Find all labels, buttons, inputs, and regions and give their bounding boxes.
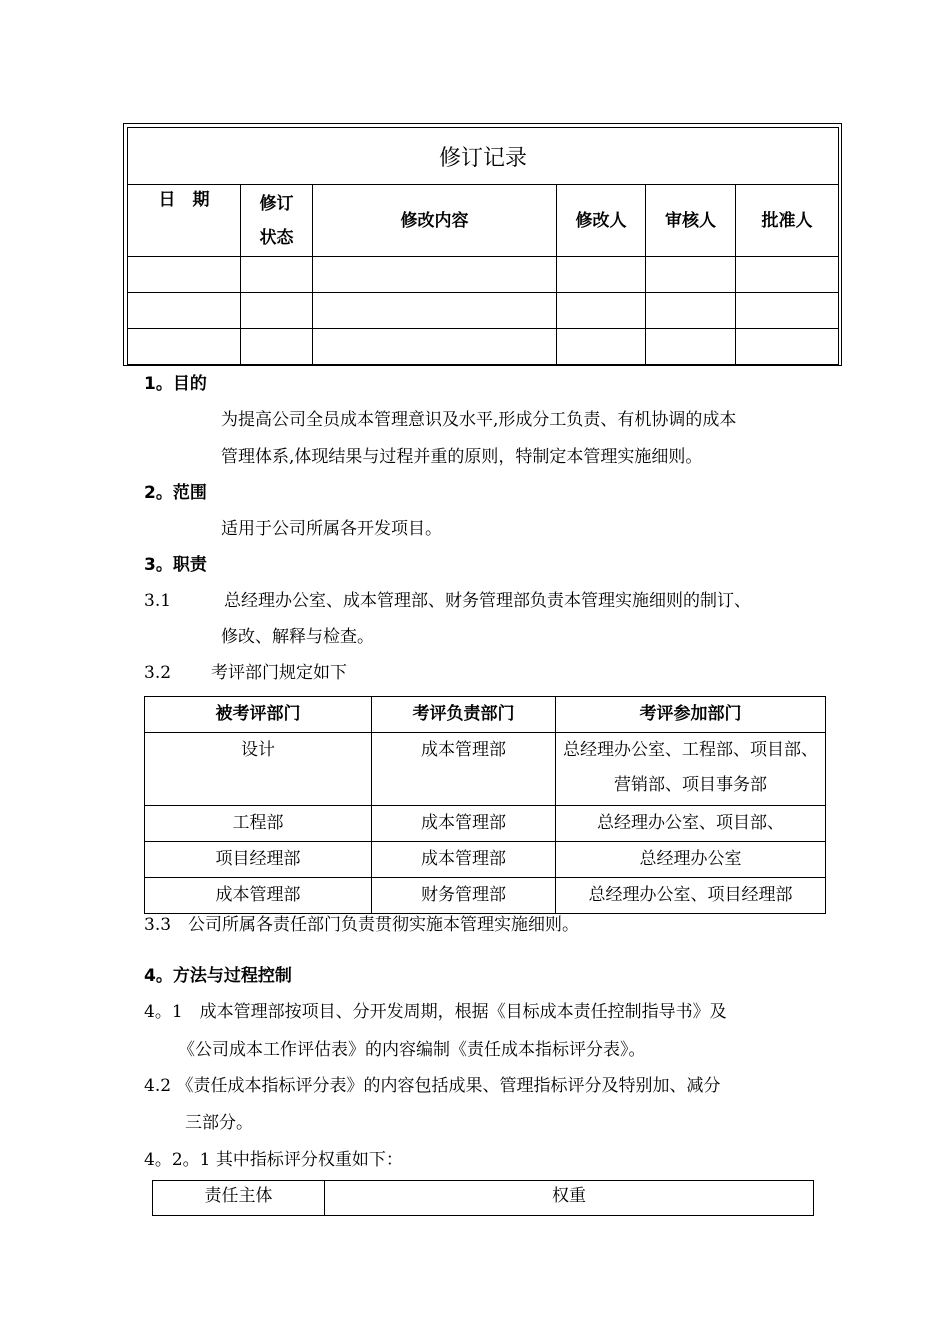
table-cell: 总经理办公室 bbox=[556, 842, 826, 878]
item-3-2-text: 考评部门规定如下 bbox=[211, 663, 347, 683]
table-row bbox=[145, 878, 826, 914]
table-cell: 成本管理部 bbox=[372, 806, 556, 842]
table-cell: 成本管理部 bbox=[145, 878, 372, 914]
table-cell: 成本管理部 bbox=[372, 733, 556, 806]
eval-header-participating: 考评参加部门 bbox=[556, 697, 826, 733]
eval-header-responsible: 考评负责部门 bbox=[372, 697, 556, 733]
weight-header-weight: 权重 bbox=[325, 1181, 814, 1216]
item-4-1-line1: 4。1 成本管理部按项目、分开发周期，根据《目标成本责任控制指导书》及 bbox=[144, 1002, 727, 1022]
section-1-para-line2: 管理体系,体现结果与过程并重的原则，特制定本管理实施细则。 bbox=[221, 447, 703, 467]
section-2-heading: 2。范围 bbox=[144, 483, 207, 503]
table-cell: 设计 bbox=[145, 733, 372, 806]
section-2-para: 适用于公司所属各开发项目。 bbox=[221, 519, 442, 539]
item-4-1-line2: 《公司成本工作评估表》的内容编制《责任成本指标评分表》。 bbox=[178, 1040, 646, 1060]
item-3-1-line1: 总经理办公室、成本管理部、财务管理部负责本管理实施细则的制订、 bbox=[224, 591, 751, 611]
revision-record-table bbox=[127, 127, 839, 365]
item-4-2-line2: 三部分。 bbox=[185, 1113, 253, 1133]
revision-record-title: 修订记录 bbox=[128, 128, 839, 185]
section-3-heading: 3。职责 bbox=[144, 555, 207, 575]
section-4-heading: 4。方法与过程控制 bbox=[144, 966, 292, 986]
header-date: 日 期 bbox=[128, 185, 241, 257]
table-cell: 总经理办公室、项目部、 bbox=[556, 806, 826, 842]
eval-header-evaluated: 被考评部门 bbox=[145, 697, 372, 733]
header-modifier: 修改人 bbox=[557, 185, 646, 257]
item-4-2-line1: 4.2 《责任成本指标评分表》的内容包括成果、管理指标评分及特别加、减分 bbox=[144, 1076, 721, 1096]
revision-row bbox=[128, 293, 839, 329]
item-3-1-number: 3.1 bbox=[144, 591, 172, 611]
header-reviewer: 审核人 bbox=[646, 185, 736, 257]
header-approver: 批准人 bbox=[736, 185, 839, 257]
table-cell: 总经理办公室、项目经理部 bbox=[556, 878, 826, 914]
revision-row bbox=[128, 329, 839, 365]
header-content: 修改内容 bbox=[313, 185, 557, 257]
section-1-para-line1: 为提高公司全员成本管理意识及水平,形成分工负责、有机协调的成本 bbox=[221, 410, 737, 430]
weight-table bbox=[152, 1180, 814, 1216]
item-4-2-1: 4。2。1 其中指标评分权重如下： bbox=[144, 1150, 403, 1170]
weight-header-subject: 责任主体 bbox=[153, 1181, 325, 1216]
evaluation-department-table bbox=[144, 696, 826, 914]
revision-row bbox=[128, 257, 839, 293]
header-status: 修订状态 bbox=[241, 185, 313, 257]
table-cell: 总经理办公室、工程部、项目部、营销部、项目事务部 bbox=[556, 733, 826, 806]
table-cell: 项目经理部 bbox=[145, 842, 372, 878]
table-row bbox=[145, 842, 826, 878]
section-1-heading: 1。目的 bbox=[144, 374, 207, 394]
table-cell: 财务管理部 bbox=[372, 878, 556, 914]
table-row bbox=[145, 733, 826, 806]
item-3-2-number: 3.2 bbox=[144, 663, 172, 683]
item-3-3: 3.3 公司所属各责任部门负责贯彻实施本管理实施细则。 bbox=[144, 915, 580, 935]
table-row bbox=[145, 806, 826, 842]
table-cell: 工程部 bbox=[145, 806, 372, 842]
table-cell: 成本管理部 bbox=[372, 842, 556, 878]
item-3-1-line2: 修改、解释与检查。 bbox=[221, 627, 374, 647]
